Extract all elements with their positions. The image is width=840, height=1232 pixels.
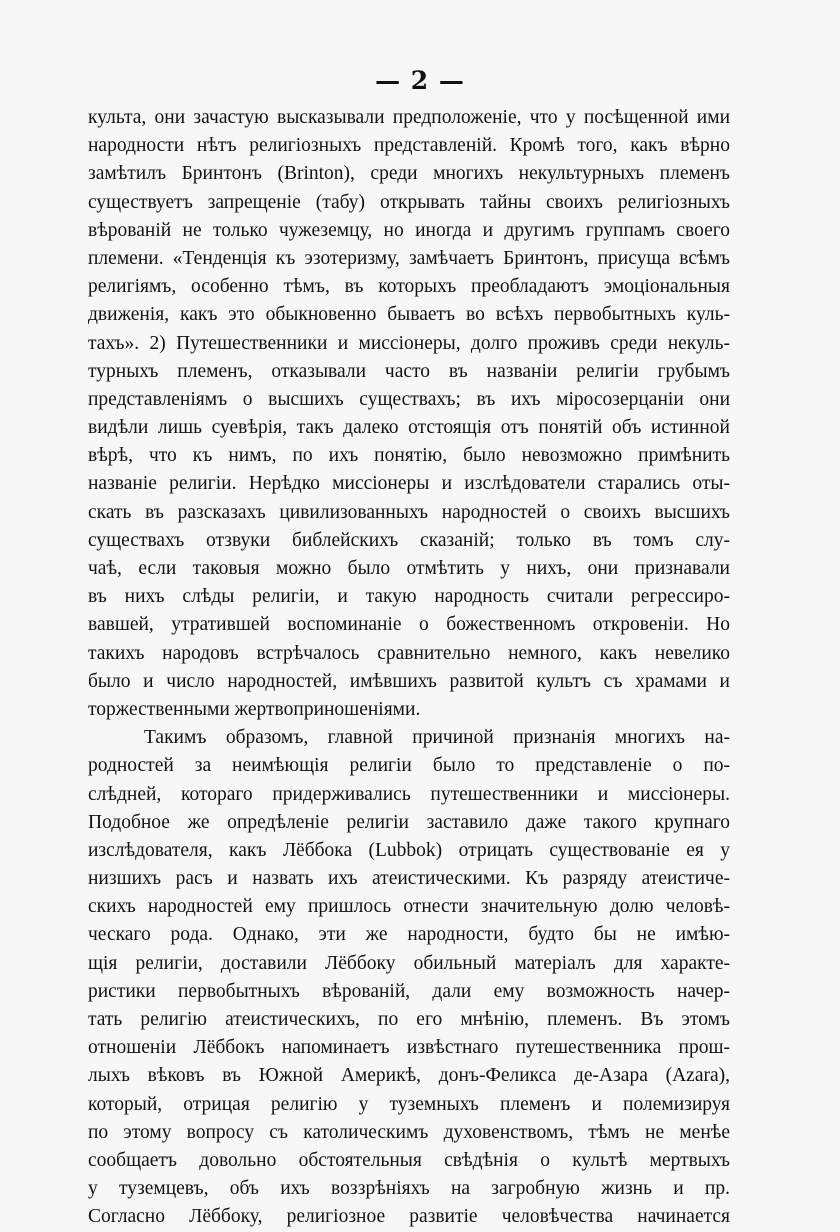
text-line: который, отрицая религію у туземныхъ племенъ и полемизируя	[88, 1093, 730, 1115]
text-line: отношеніи Лëббокъ напоминаетъ извѣстнаго путешественника прош-	[88, 1037, 730, 1059]
text-line: ческаго рода. Однако, эти же народности, будто бы не имѣю-	[88, 924, 730, 946]
page-number: — 2 —	[375, 66, 465, 95]
text-line: Согласно Лëббоку, религіозное развитіе человѣчества начинается	[88, 1206, 730, 1228]
text-line: изслѣдователя, какъ Лëббока (Lubbok) отрицать существованіе ея у	[88, 839, 730, 861]
text-line: представленіямъ о высшихъ существахъ; въ ихъ міросозерцаніи они	[88, 388, 730, 410]
text-line: вѣрованій не только чужеземцу, но иногда и другимъ группамъ своего	[88, 219, 730, 241]
text-line: культа, они зачастую высказывали предположеніе, что у посѣщенной ими	[88, 107, 730, 128]
text-line: видѣли лишь суевѣрія, такъ далеко отстоящія отъ понятій объ истинной	[88, 417, 730, 439]
text-line: замѣтилъ Бринтонъ (Brinton), среди многихъ некультурныхъ племенъ	[88, 163, 730, 185]
text-line: народности нѣтъ религіозныхъ представленій. Кромѣ того, какъ вѣрно	[88, 135, 730, 157]
paragraph-1	[88, 104, 730, 724]
text-line: въ нихъ слѣды религіи, и такую народность считали регрессиро-	[88, 586, 730, 608]
text-line: Подобное же опредѣленіе религіи заставило даже такого крупнаго	[88, 811, 730, 833]
text-line: скихъ народностей ему пришлось отнести значительную долю человѣ-	[88, 896, 730, 918]
text-line: названіе религіи. Нерѣдко миссіонеры и изслѣдователи старались оты-	[88, 473, 730, 495]
text-line: низшихъ расъ и назвать ихъ атеистическими. Къ разряду атеистиче-	[88, 868, 730, 890]
text-line: существахъ отзвуки библейскихъ сказаній; только въ томъ слу-	[88, 529, 730, 551]
text-line: у туземцевъ, объ ихъ воззрѣніяхъ на загробную жизнь и пр.	[88, 1178, 730, 1200]
text-line: турныхъ племенъ, отказывали часто въ названіи религіи грубымъ	[88, 360, 730, 382]
body-text	[88, 104, 730, 1232]
text-line: тахъ». 2) Путешественники и миссіонеры, долго проживъ среди некуль-	[88, 332, 730, 354]
text-line: торжественными жертвоприношеніями.	[88, 698, 421, 720]
text-line: родностей за неимѣющія религіи было то представленіе о по-	[88, 755, 730, 777]
text-line: чаѣ, если таковыя можно было отмѣтить у нихъ, они признавали	[88, 558, 730, 579]
text-line: по этому вопросу съ католическимъ духовенствомъ, тѣмъ не менѣе	[88, 1121, 730, 1143]
text-line: племени. «Тенденція къ эзотеризму, замѣчаетъ Бринтонъ, присуща всѣмъ	[88, 247, 730, 269]
text-line: ристики первобытныхъ вѣрованій, дали ему возможность начер-	[88, 980, 730, 1002]
text-line: сообщаетъ довольно обстоятельныя свѣдѣнія о культѣ мертвыхъ	[88, 1149, 730, 1171]
text-line: существуетъ запрещеніе (табу) открывать тайны своихъ религіозныхъ	[88, 191, 730, 213]
text-line: тать религію атеистическихъ, по его мнѣнію, племенъ. Въ этомъ	[88, 1009, 730, 1030]
text-line: вавшей, утратившей воспоминаніе о божественномъ откровеніи. Но	[88, 614, 730, 636]
text-line: слѣдней, котораго придерживались путешественники и миссіонеры.	[88, 783, 730, 805]
text-line: такихъ народовъ встрѣчалось сравнительно немного, какъ невелико	[88, 642, 730, 664]
paragraph-2	[88, 724, 730, 1231]
text-line: религіямъ, особенно тѣмъ, въ которыхъ преобладаютъ эмоціональныя	[88, 276, 730, 298]
text-line: движенія, какъ это обыкновенно бываетъ во всѣхъ первобытныхъ куль-	[88, 304, 730, 326]
text-line: щія религіи, доставили Лëббоку обильный матеріалъ для характе-	[88, 952, 730, 974]
text-line: вѣрѣ, что къ нимъ, по ихъ понятію, было невозможно примѣнить	[88, 445, 730, 467]
text-line: было и число народностей, имѣвшихъ развитой культъ съ храмами и	[88, 670, 730, 692]
text-line: скать въ разсказахъ цивилизованныхъ народностей о своихъ высшихъ	[88, 501, 730, 523]
text-line: Такимъ образомъ, главной причиной признанія многихъ на-	[144, 727, 730, 749]
text-line: лыхъ вѣковъ въ Южной Америкѣ, донъ-Феликса де-Азара (Azara),	[88, 1065, 730, 1087]
